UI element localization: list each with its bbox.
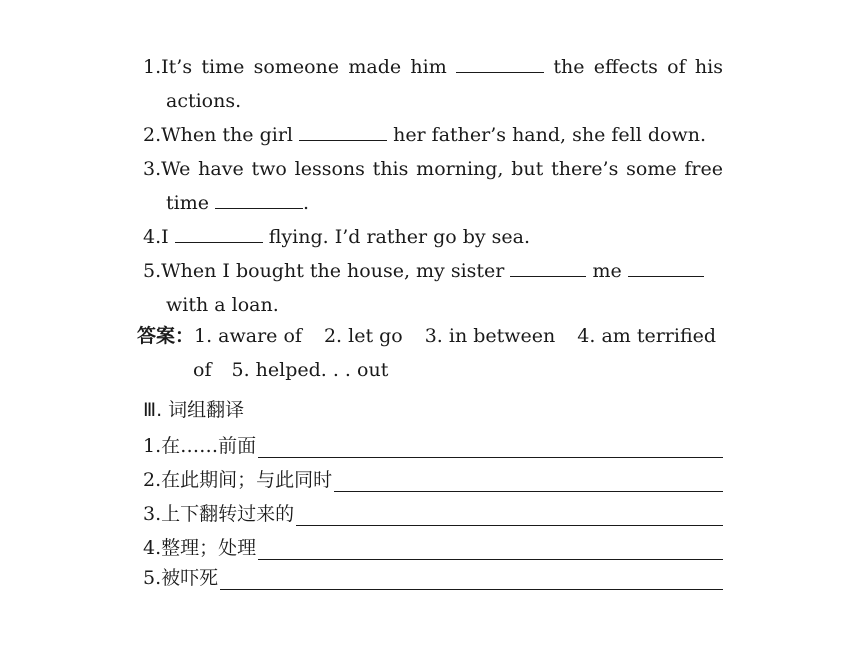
translation-number: 1. [143,435,162,457]
exercise-5-continuation [166,293,279,317]
exercise-5 [143,259,704,283]
answer-blank[interactable] [299,123,387,141]
translation-prompt: 被吓死 [161,567,219,589]
translation-number: 2. [143,469,162,491]
translation-answer-line[interactable] [334,471,723,492]
translation-number: 3. [143,503,162,525]
translation-answer-line[interactable] [220,569,723,590]
exercise-number: 2. [143,124,162,146]
exercise-text: I [161,226,169,248]
exercise-text: It’s time someone made him [161,56,447,78]
answers-continuation [193,358,388,382]
exercise-number: 5. [143,260,162,282]
translation-prompt: 整理；处理 [161,537,257,559]
translation-answer-line[interactable] [258,437,723,458]
translation-number: 5. [143,567,162,589]
exercise-number: 4. [143,226,162,248]
answers-line [137,324,716,348]
answer-blank[interactable] [456,55,544,73]
answer-item: 2. let go [323,325,403,347]
answer-item: 4. am terrified [577,325,717,347]
exercise-text: . [303,192,310,214]
exercise-text: We have two lessons this morning, but there’s some free [161,158,723,180]
exercise-1 [143,55,723,79]
exercise-text: time [166,192,209,214]
exercise-2 [143,123,706,147]
exercise-4 [143,225,530,249]
exercise-3 [143,157,723,181]
exercise-text: actions. [166,90,242,112]
answer-item: 5. helped. . . out [231,359,389,381]
exercise-text: her father’s hand, she fell down. [393,124,706,146]
exercise-number: 1. [143,56,162,78]
exercise-text: When I bought the house, my sister [161,260,505,282]
exercise-text: the effects of his [553,56,723,78]
translation-item-2 [143,468,723,492]
answer-blank[interactable] [215,191,303,209]
translation-item-3 [143,502,723,526]
section-title: Ⅲ. 词组翻译 [143,399,245,421]
translation-prompt: 上下翻转过来的 [161,503,295,525]
exercise-text: with a loan. [166,294,279,316]
exercise-text: flying. I’d rather go by sea. [268,226,531,248]
exercise-3-continuation [166,191,309,215]
answer-item: 3. in between [424,325,556,347]
answer-item: of [193,359,212,381]
exercise-number: 3. [143,158,162,180]
exercise-1-continuation [166,89,241,113]
answer-item: 1. aware of [194,325,302,347]
translation-item-1 [143,434,723,458]
answer-blank[interactable] [628,259,704,277]
answer-blank[interactable] [175,225,263,243]
translation-item-4 [143,536,723,560]
translation-item-5 [143,566,723,590]
exercise-text: me [592,260,622,282]
exercise-text: When the girl [161,124,293,146]
translation-prompt: 在此期间；与此同时 [161,469,333,491]
answer-blank[interactable] [510,259,586,277]
translation-number: 4. [143,537,162,559]
translation-prompt: 在……前面 [161,435,257,457]
translation-answer-line[interactable] [296,505,723,526]
answers-label: 答案： [137,325,195,347]
translation-answer-line[interactable] [258,539,723,560]
